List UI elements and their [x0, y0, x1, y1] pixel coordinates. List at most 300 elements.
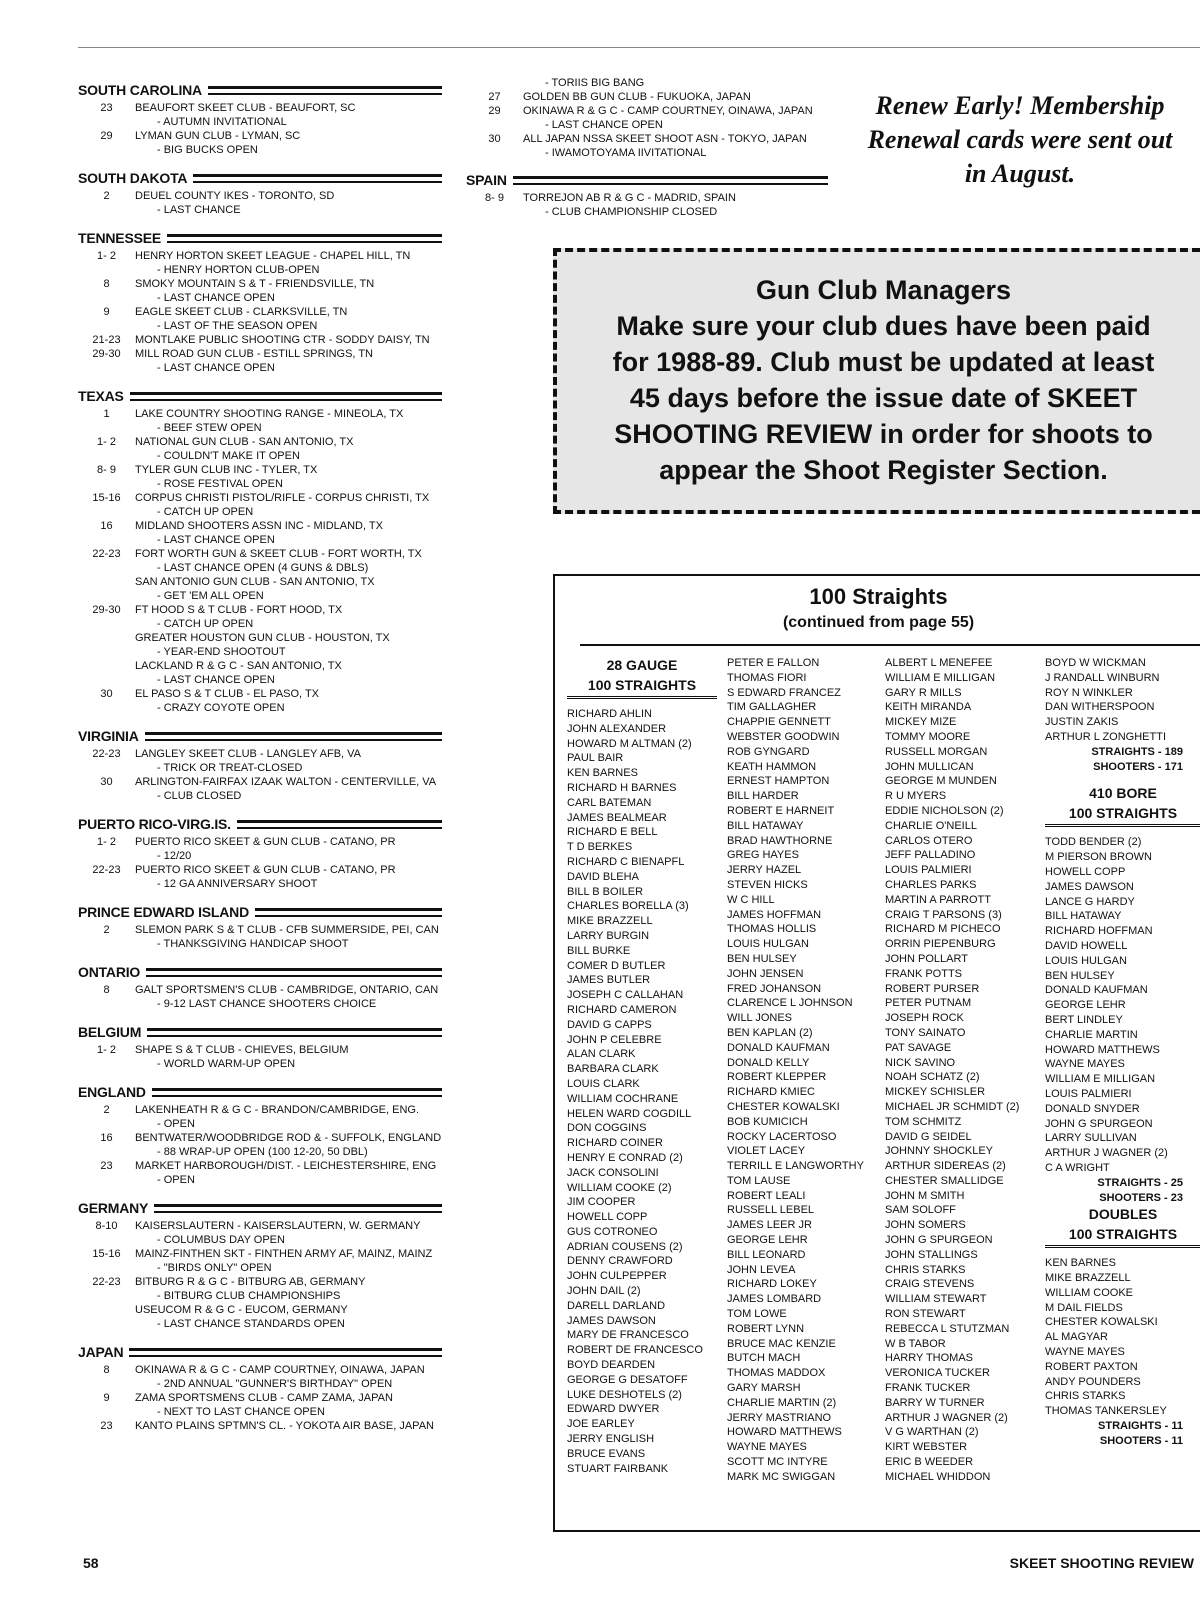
shoot-date: 23: [100, 1160, 113, 1172]
shooter-name: ARTHUR J WAGNER (2): [1045, 1147, 1168, 1160]
shooter-name: GEORGE LEHR: [727, 1234, 808, 1247]
shoot-entry: [78, 347, 442, 375]
shooter-name: MICKEY MIZE: [885, 716, 957, 729]
renewal-promo: [840, 89, 1200, 191]
shooter-name: BARBARA CLARK: [567, 1063, 659, 1076]
shoot-entry: [78, 1159, 442, 1187]
shooter-name: RICHARD AHLIN: [567, 708, 652, 720]
shoot-line: FORT WORTH GUN & SKEET CLUB - FORT WORTH, TX: [135, 548, 422, 560]
notice-line: 45 days before the issue date of SKEET: [629, 383, 1138, 413]
gun-club-managers-notice: [553, 248, 1200, 514]
shooter-name: ROBERT E HARNEIT: [727, 804, 835, 817]
region-name: ONTARIO: [78, 964, 141, 980]
shooter-name: DAVID G SEIDEL: [885, 1130, 972, 1143]
shooter-name: JOHN P CELEBRE: [567, 1033, 662, 1046]
shooter-name: JOHN SOMERS: [885, 1219, 966, 1232]
shooter-name: J RANDALL WINBURN: [1045, 671, 1160, 684]
shoot-entry: [78, 129, 442, 157]
region-name: SOUTH DAKOTA: [78, 170, 188, 186]
shoot-line: - LAST CHANCE OPEN: [157, 292, 275, 304]
shoot-line: PUERTO RICO SKEET & GUN CLUB - CATANO, PR: [135, 836, 396, 848]
region-block: [78, 964, 442, 1011]
shoot-line: CORPUS CHRISTI PISTOL/RIFLE - CORPUS CHRISTI, TX: [135, 492, 430, 504]
shoot-line: - 9-12 LAST CHANCE SHOOTERS CHOICE: [157, 998, 377, 1010]
shooter-name: WILLIAM COCHRANE: [567, 1092, 679, 1105]
shooter-name: ALAN CLARK: [567, 1048, 636, 1061]
shooter-name: BEN HULSEY: [727, 952, 797, 965]
shoot-line: - BIG BUCKS OPEN: [157, 144, 258, 156]
shoot-lines: [135, 835, 396, 863]
shoot-line: - TRICK OR TREAT-CLOSED: [157, 762, 303, 774]
region-block: [78, 388, 442, 715]
straights-box: [553, 574, 1200, 1532]
shoot-date: 8- 9: [97, 464, 116, 476]
shooter-name: TOM LOWE: [727, 1308, 787, 1321]
region-rule: [145, 732, 442, 741]
shoot-date: 1- 2: [97, 436, 116, 448]
shoot-lines: [135, 1103, 419, 1131]
shoot-date: 8-10: [95, 1220, 118, 1232]
straights-column-3: [885, 656, 1040, 1485]
shooter-name: MARTIN A PARROTT: [885, 893, 991, 906]
shoot-entry: [78, 519, 442, 547]
shooter-name: BILL HATAWAY: [727, 819, 804, 832]
shooter-name: DENNY CRAWFORD: [567, 1255, 673, 1268]
shooter-name: BUTCH MACH: [727, 1352, 801, 1365]
shoot-line: - OPEN: [157, 1118, 195, 1130]
shoot-lines: [135, 129, 300, 157]
shooter-name: BOB KUMICICH: [727, 1115, 808, 1128]
shooter-name: DAVID G CAPPS: [567, 1018, 652, 1031]
shooter-name: MARK MC SWIGGAN: [727, 1470, 836, 1483]
region-rule: [152, 1088, 442, 1097]
shooter-name: CRAIG STEVENS: [885, 1278, 975, 1291]
shooter-name: MICHAEL JR SCHMIDT (2): [885, 1100, 1020, 1113]
shoot-entry: [78, 687, 442, 715]
shooter-name: JEFF PALLADINO: [885, 849, 976, 862]
shoot-lines: [523, 132, 807, 160]
shooter-name: THOMAS TANKERSLEY: [1045, 1405, 1167, 1418]
shooter-name: TOMMY MOORE: [885, 730, 971, 743]
shooter-name: RICHARD H BARNES: [567, 781, 677, 794]
region-block: [78, 170, 442, 217]
shoot-line: SMOKY MOUNTAIN S & T - FRIENDSVILLE, TN: [135, 278, 375, 290]
shoot-lines: [135, 519, 383, 547]
shoot-entry: [466, 104, 828, 132]
shooter-name: WILLIAM COOKE: [1045, 1286, 1134, 1299]
shooter-name: ERIC B WEEDER: [885, 1456, 974, 1469]
shoot-line: GREATER HOUSTON GUN CLUB - HOUSTON, TX: [135, 632, 390, 644]
shoot-lines: [135, 923, 439, 951]
total-line: SHOOTERS - 171: [1093, 760, 1183, 773]
shooter-name: FRANK POTTS: [885, 967, 963, 980]
shooter-name: CHESTER SMALLIDGE: [885, 1174, 1004, 1187]
shoot-entry: [466, 90, 828, 104]
total-line: STRAIGHTS - 25: [1097, 1176, 1183, 1189]
shooter-name: CHARLES BORELLA (3): [567, 900, 689, 913]
shoot-line: - COLUMBUS DAY OPEN: [157, 1234, 285, 1246]
shoot-lines: [135, 1247, 432, 1275]
shoot-lines: [135, 189, 334, 217]
shooter-name: ROBERT PURSER: [885, 982, 980, 995]
shoot-lines: [135, 249, 410, 277]
shoot-line: DEUEL COUNTY IKES - TORONTO, SD: [135, 190, 335, 202]
shoot-date: 2: [103, 190, 110, 202]
shoot-date: 9: [103, 306, 110, 318]
shoot-entry: [78, 1103, 442, 1131]
region-block: [78, 816, 442, 891]
shooter-name: BILL LEONARD: [727, 1248, 806, 1261]
region-heading: [78, 816, 442, 832]
shooter-name: DONALD KAUFMAN: [1045, 984, 1148, 997]
shooter-name: W B TABOR: [885, 1337, 946, 1350]
shooter-name: JOE EARLEY: [567, 1418, 635, 1431]
shooter-name: KEATH HAMMON: [727, 760, 817, 773]
shoot-line: - LAST CHANCE: [157, 204, 241, 216]
shooter-name: BRAD HAWTHORNE: [727, 834, 833, 847]
shoot-entry: [78, 835, 442, 863]
shooter-name: BERT LINDLEY: [1045, 1013, 1123, 1026]
shooter-name: JOHN LEVEA: [727, 1263, 796, 1276]
region-rule: [129, 1348, 442, 1357]
shooter-name: NOAH SCHATZ (2): [885, 1071, 980, 1084]
shooter-name: WILL JONES: [727, 1012, 792, 1025]
promo-line: in August.: [964, 159, 1076, 188]
shooter-name: WEBSTER GOODWIN: [727, 730, 840, 743]
shoot-date: 8: [103, 1364, 110, 1376]
shooter-name: WILLIAM COOKE (2): [567, 1181, 672, 1194]
shooter-name: CHRIS STARKS: [885, 1263, 966, 1276]
straights-title: 100 Straights: [809, 584, 948, 609]
shooter-name: JOSEPH ROCK: [885, 1012, 964, 1025]
region-name: SPAIN: [466, 172, 507, 188]
shoot-line: - 12 GA ANNIVERSARY SHOOT: [157, 878, 318, 890]
shooter-name: JOHN CULPEPPER: [567, 1270, 667, 1283]
shoot-date: 29-30: [92, 348, 121, 360]
shooter-name: RICHARD C BIENAPFL: [567, 855, 685, 868]
shoot-entry: [78, 1247, 442, 1275]
shoot-lines: [135, 747, 361, 775]
shooter-name: MICKEY SCHISLER: [885, 1086, 986, 1099]
notice-line: Make sure your club dues have been paid: [616, 311, 1151, 341]
shooter-name: WILLIAM E MILLIGAN: [1045, 1073, 1156, 1086]
total-line: STRAIGHTS - 11: [1098, 1420, 1183, 1433]
shooter-name: ROBERT DE FRANCESCO: [567, 1344, 703, 1357]
shooter-name: RICHARD COINER: [567, 1137, 663, 1150]
shooter-name: BILL HATAWAY: [1045, 910, 1122, 923]
shooter-name: CLARENCE L JOHNSON: [727, 997, 853, 1010]
shoot-date: 15-16: [92, 1248, 121, 1260]
shoot-date: 23: [100, 1420, 113, 1432]
shoot-lines: [135, 1363, 425, 1391]
shoot-lines: [135, 1131, 441, 1159]
shooter-name: JAMES DAWSON: [1045, 880, 1134, 893]
shooter-name: THOMAS HOLLIS: [727, 923, 817, 936]
shooter-name: WAYNE MAYES: [727, 1441, 807, 1454]
region-block: [78, 230, 442, 375]
shoot-entry: [78, 863, 442, 891]
shoot-date: 29: [100, 130, 113, 142]
shooter-name: JERRY HAZEL: [727, 864, 802, 877]
shooter-name: JAMES HOFFMAN: [727, 908, 822, 921]
shoot-line: - "BIRDS ONLY" OPEN: [157, 1262, 272, 1274]
shoot-date: 22-23: [92, 1276, 121, 1288]
shooter-name: JOHN DAIL (2): [567, 1285, 641, 1298]
region-rule: [130, 392, 442, 401]
shoot-entry: [78, 277, 442, 305]
region-block: [78, 1344, 442, 1433]
shooter-name: FRANK TUCKER: [885, 1382, 971, 1395]
shoot-line: - LAST CHANCE OPEN: [157, 534, 275, 546]
shoot-lines: [523, 90, 751, 104]
shoot-lines: [135, 547, 422, 603]
shoot-line: - THANKSGIVING HANDICAP SHOOT: [157, 938, 349, 950]
gauge-header: 28 GAUGE: [606, 657, 678, 673]
shoot-date: [466, 76, 523, 90]
shoot-line: - LAST CHANCE STANDARDS OPEN: [157, 1318, 345, 1330]
region-heading: [78, 170, 442, 186]
shoot-line: ALL JAPAN NSSA SKEET SHOOT ASN - TOKYO, JAPAN: [523, 133, 807, 145]
shoot-line: BENTWATER/WOODBRIDGE ROD & - SUFFOLK, ENGLAND: [135, 1132, 442, 1144]
shoot-register-column-1: [78, 82, 442, 1446]
shooter-name: JIM COOPER: [567, 1196, 636, 1209]
shoot-line: USEUCOM R & G C - EUCOM, GERMANY: [135, 1304, 348, 1316]
shooter-name: ARTHUR L ZONGHETTI: [1045, 730, 1167, 743]
straights-column-4: [1045, 656, 1200, 1449]
shooter-name: PAT SAVAGE: [885, 1041, 952, 1054]
shooter-name: JAMES LOMBARD: [727, 1293, 822, 1306]
shoot-entry: [78, 1419, 442, 1433]
gauge-header: 410 BORE: [1089, 785, 1157, 802]
shoot-line: - LAST CHANCE OPEN: [545, 119, 663, 131]
shoot-line: HENRY HORTON SKEET LEAGUE - CHAPEL HILL, TN: [135, 250, 411, 262]
shooter-name: JUSTIN ZAKIS: [1045, 716, 1119, 729]
shooter-name: BEN HULSEY: [1045, 969, 1115, 982]
shoot-line: MARKET HARBOROUGH/DIST. - LEICHESTERSHIRE, ENG: [135, 1160, 437, 1172]
shooter-name: THOMAS MADDOX: [727, 1367, 826, 1380]
shoot-line: GOLDEN BB GUN CLUB - FUKUOKA, JAPAN: [523, 91, 751, 103]
shoot-lines: [135, 277, 374, 305]
shooter-name: BOYD W WICKMAN: [1045, 657, 1146, 669]
shoot-lines: [523, 104, 813, 132]
shooter-name: DAVID BLEHA: [567, 870, 639, 883]
shoot-date: 30: [100, 776, 113, 788]
shooter-name: LOUIS HULGAN: [1045, 954, 1127, 967]
shooter-name: ROBERT LEALI: [727, 1189, 806, 1202]
region-heading: [78, 388, 442, 404]
shooter-name: HOWARD MATTHEWS: [727, 1426, 842, 1439]
shooter-name: SAM SOLOFF: [885, 1204, 956, 1217]
shooter-name: RICHARD CAMERON: [567, 1003, 677, 1016]
shooter-name: MICHAEL WHIDDON: [885, 1470, 991, 1483]
shoot-line: - LAST CHANCE OPEN (4 GUNS & DBLS): [157, 562, 369, 574]
shoot-lines: [135, 347, 373, 375]
shoot-date: 22-23: [92, 548, 121, 560]
region-heading: [78, 1084, 442, 1100]
shoot-line: - 2ND ANNUAL "GUNNER'S BIRTHDAY" OPEN: [157, 1378, 393, 1390]
region-block: [466, 172, 828, 219]
shooter-name: MARY DE FRANCESCO: [567, 1329, 689, 1342]
shooter-name: CHARLES PARKS: [885, 878, 977, 891]
straights-column-1: [567, 656, 717, 1476]
shooter-name: WILLIAM STEWART: [885, 1293, 987, 1306]
shoot-lines: [135, 1219, 420, 1247]
shooter-name: DAVID HOWELL: [1045, 939, 1128, 952]
shooter-name: KEN BARNES: [1045, 1257, 1116, 1270]
shooter-name: TOM SCHMITZ: [885, 1115, 962, 1128]
shoot-line: - BEEF STEW OPEN: [157, 422, 262, 434]
shoot-line: SHAPE S & T CLUB - CHIEVES, BELGIUM: [135, 1044, 349, 1056]
region-rule: [513, 176, 828, 185]
shoot-lines: [135, 1275, 365, 1331]
promo-line: Renew Early! Membership: [875, 91, 1165, 120]
shoot-line: - AUTUMN INVITATIONAL: [157, 116, 287, 128]
shoot-entry: [78, 463, 442, 491]
shoot-line: - CATCH UP OPEN: [157, 506, 254, 518]
region-rule: [167, 234, 442, 243]
shooter-name: JERRY MASTRIANO: [727, 1411, 832, 1424]
shooter-name: TONY SAINATO: [885, 1026, 966, 1039]
shooter-name: JOHN POLLART: [885, 952, 968, 965]
shooter-name: JACK CONSOLINI: [567, 1166, 659, 1179]
notice-line: SHOOTING REVIEW in order for shoots to: [614, 419, 1153, 449]
shoot-entry: [78, 1043, 442, 1071]
shoot-line: KANTO PLAINS SPTMN'S CL. - YOKOTA AIR BASE, JAPAN: [135, 1420, 434, 1432]
region-heading: [78, 230, 442, 246]
shooter-name: BRUCE EVANS: [567, 1447, 646, 1460]
shoot-lines: [135, 603, 390, 687]
shoot-date: 30: [488, 133, 501, 145]
shooter-name: PAUL BAIR: [567, 752, 624, 765]
shoot-line: MONTLAKE PUBLIC SHOOTING CTR - SODDY DAISY, TN: [135, 334, 430, 346]
shooter-name: TIM GALLAGHER: [727, 701, 817, 714]
shoot-line: - BITBURG CLUB CHAMPIONSHIPS: [157, 1290, 341, 1302]
region-rule: [147, 1028, 442, 1037]
shoot-entry: [78, 407, 442, 435]
shooter-name: JOSEPH C CALLAHAN: [567, 989, 684, 1002]
shoot-line: - OPEN: [157, 1174, 195, 1186]
region-rule: [208, 86, 442, 95]
shooter-name: PETER PUTNAM: [885, 997, 972, 1010]
shooter-name: JOHN M SMITH: [885, 1189, 965, 1202]
shooter-name: ARTHUR SIDEREAS (2): [885, 1160, 1006, 1173]
shoot-line: - 88 WRAP-UP OPEN (100 12-20, 50 DBL): [157, 1146, 368, 1158]
shooter-name: C A WRIGHT: [1045, 1161, 1110, 1174]
shooter-name: JOHN JENSEN: [727, 967, 804, 980]
shooter-name: WAYNE MAYES: [1045, 1058, 1125, 1071]
shoot-lines: [135, 983, 438, 1011]
shooter-name: MIKE BRAZZELL: [567, 915, 653, 928]
notice-line: for 1988-89. Club must be updated at least: [612, 347, 1155, 377]
shoot-line: - IWAMOTOYAMA IIVITATIONAL: [545, 147, 707, 159]
shoot-date: 1- 2: [97, 1044, 116, 1056]
shoot-lines: [135, 1159, 436, 1187]
region-heading: [78, 904, 442, 920]
shooter-name: RICHARD KMIEC: [727, 1086, 816, 1099]
shooter-name: JOHN G SPURGEON: [1045, 1117, 1153, 1130]
publication-name: SKEET SHOOTING REVIEW: [1009, 1555, 1194, 1571]
shoot-line: ZAMA SPORTSMENS CLUB - CAMP ZAMA, JAPAN: [135, 1392, 393, 1404]
shoot-line: - CATCH UP OPEN: [157, 618, 254, 630]
shooter-name: EDDIE NICHOLSON (2): [885, 804, 1004, 817]
shoot-line: SLEMON PARK S & T CLUB - CFB SUMMERSIDE, PEI, CAN: [135, 924, 439, 936]
shoot-line: LYMAN GUN CLUB - LYMAN, SC: [135, 130, 301, 142]
shoot-date: 2: [103, 924, 110, 936]
gauge-header: DOUBLES: [1088, 1206, 1158, 1223]
shooter-name: CHAPPIE GENNETT: [727, 716, 831, 729]
shoot-date: 30: [100, 688, 113, 700]
shoot-line: - CLUB CHAMPIONSHIP CLOSED: [545, 206, 718, 218]
shoot-line: - YEAR-END SHOOTOUT: [157, 646, 286, 658]
shoot-entry: [466, 132, 828, 160]
shoot-date: 8: [103, 278, 110, 290]
shoot-entry: [78, 305, 442, 333]
shoot-line: - CRAZY COYOTE OPEN: [157, 702, 285, 714]
total-line: STRAIGHTS - 189: [1091, 745, 1183, 758]
shooter-name: HOWELL COPP: [567, 1211, 648, 1224]
shoot-date: 16: [100, 520, 113, 532]
region-heading: [78, 82, 442, 98]
shoot-line: OKINAWA R & G C - CAMP COURTNEY, OINAWA, JAPAN: [135, 1364, 425, 1376]
shoot-register-column-2: [466, 76, 828, 232]
shoot-line: - COULDN'T MAKE IT OPEN: [157, 450, 300, 462]
region-heading: [466, 172, 828, 188]
region-name: ENGLAND: [78, 1084, 146, 1100]
shoot-line: - WORLD WARM-UP OPEN: [157, 1058, 296, 1070]
shoot-entry: [78, 189, 442, 217]
shoot-line: FT HOOD S & T CLUB - FORT HOOD, TX: [135, 604, 343, 616]
shooter-name: RUSSELL LEBEL: [727, 1204, 815, 1217]
shooter-name: GARY R MILLS: [885, 686, 962, 699]
shoot-line: LACKLAND R & G C - SAN ANTONIO, TX: [135, 660, 342, 672]
name-list: [567, 707, 717, 1476]
shoot-entry: [78, 1275, 442, 1331]
shoot-line: EL PASO S & T CLUB - EL PASO, TX: [135, 688, 320, 700]
shooter-name: JAMES DAWSON: [567, 1314, 656, 1327]
shooter-name: RICHARD E BELL: [567, 826, 658, 839]
shooter-name: HELEN WARD COGDILL: [567, 1107, 692, 1120]
shooter-name: ANDY POUNDERS: [1045, 1375, 1141, 1388]
shoot-line: TORREJON AB R & G C - MADRID, SPAIN: [523, 192, 736, 204]
shooter-name: TODD BENDER (2): [1045, 836, 1142, 849]
shooter-name: GEORGE M MUNDEN: [885, 775, 997, 788]
shooter-name: HOWARD MATTHEWS: [1045, 1043, 1160, 1056]
shooter-name: V G WARTHAN (2): [885, 1426, 979, 1439]
shooter-name: DONALD KELLY: [727, 1056, 810, 1069]
shoot-date: 16: [100, 1132, 113, 1144]
straights-subtitle: (continued from page 55): [782, 614, 975, 631]
shooter-name: CHESTER KOWALSKI: [727, 1100, 840, 1113]
shooter-name: JOHN STALLINGS: [885, 1248, 978, 1261]
shoot-lines: [135, 1043, 349, 1071]
shooter-name: KEN BARNES: [567, 767, 638, 780]
shoot-line: SAN ANTONIO GUN CLUB - SAN ANTONIO, TX: [135, 576, 375, 588]
shooter-name: LUKE DESHOTELS (2): [567, 1388, 682, 1401]
shoot-line: ARLINGTON-FAIRFAX IZAAK WALTON - CENTERVILLE, VA: [135, 776, 437, 788]
region-rule: [193, 174, 442, 183]
shoot-entry: [78, 1391, 442, 1419]
straights-rule: [580, 644, 1200, 646]
region-name: TENNESSEE: [78, 230, 161, 246]
region-block: [78, 1024, 442, 1071]
shooter-name: DONALD KAUFMAN: [727, 1041, 830, 1054]
shooter-name: GEORGE G DESATOFF: [567, 1373, 688, 1386]
shoot-date: 22-23: [92, 748, 121, 760]
shoot-lines: [523, 191, 736, 219]
shooter-name: GREG HAYES: [727, 849, 799, 862]
shoot-lines: [135, 775, 436, 803]
shooter-name: DARELL DARLAND: [567, 1299, 666, 1312]
